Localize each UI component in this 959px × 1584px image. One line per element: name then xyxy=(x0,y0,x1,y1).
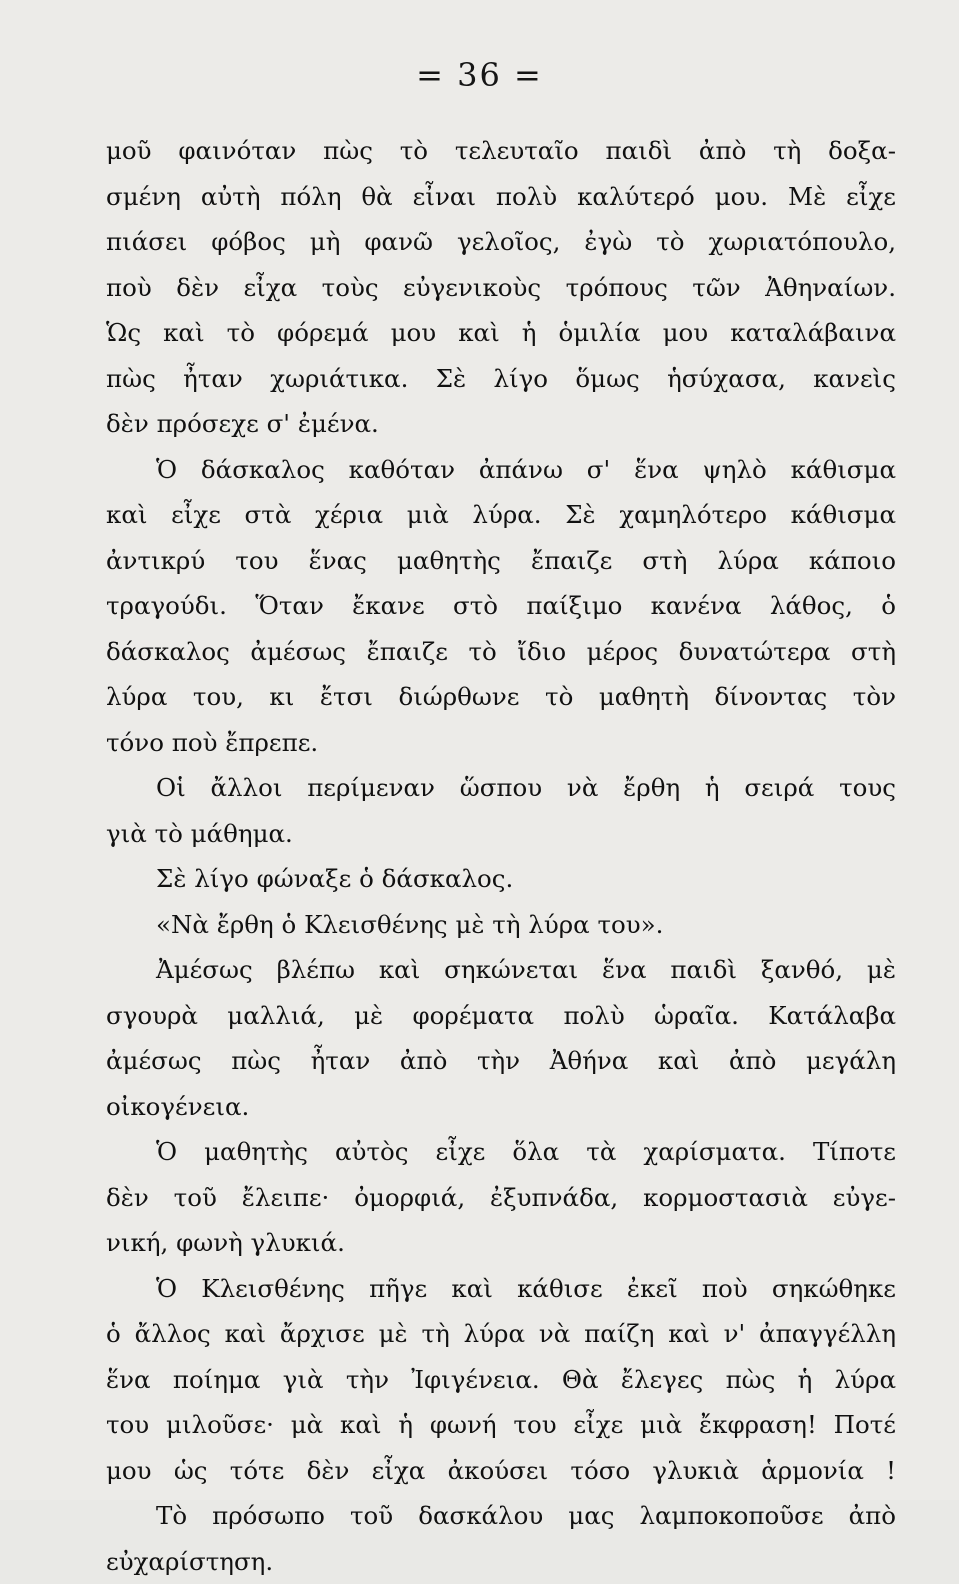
text-line: Ὁ Κλεισθένης πῆγε καὶ κάθισε ἐκεῖ ποὺ σηκώθηκε xyxy=(106,1266,896,1312)
text-line: ἕνα ποίημα γιὰ τὴν Ἰφιγένεια. Θὰ ἔλεγες πὼς ἡ λύρα xyxy=(106,1357,896,1403)
page-number: = 36 = xyxy=(0,56,959,94)
text-line: δάσκαλος ἀμέσως ἔπαιζε τὸ ἴδιο μέρος δυνατώτερα στὴ xyxy=(106,629,896,675)
text-line: τραγούδι. Ὅταν ἔκανε στὸ παίξιμο κανένα λάθος, ὁ xyxy=(106,583,896,629)
text-line: ποὺ δὲν εἶχα τοὺς εὐγενικοὺς τρόπους τῶν Ἀθηναίων. xyxy=(106,265,896,311)
text-line: πιάσει φόβος μὴ φανῶ γελοῖος, ἐγὼ τὸ χωριατόπουλο, xyxy=(106,219,896,265)
text-line: δὲν τοῦ ἔλειπε· ὀμορφιά, ἐξυπνάδα, κορμοστασιὰ εὐγε- xyxy=(106,1175,896,1221)
text-line: του μιλοῦσε· μὰ καὶ ἡ φωνή του εἶχε μιὰ ἔκφραση! Ποτέ xyxy=(106,1402,896,1448)
text-line: Ὁ δάσκαλος καθόταν ἀπάνω σ' ἕνα ψηλὸ κάθισμα xyxy=(106,447,896,493)
text-line: μοῦ φαινόταν πὼς τὸ τελευταῖο παιδὶ ἀπὸ τὴ δοξα- xyxy=(106,128,896,174)
text-line: ἀμέσως πὼς ἦταν ἀπὸ τὴν Ἀθήνα καὶ ἀπὸ μεγάλη xyxy=(106,1038,896,1084)
text-line: γιὰ τὸ μάθημα. xyxy=(106,811,896,857)
text-line: σμένη αὐτὴ πόλη θὰ εἶναι πολὺ καλύτερό μου. Μὲ εἶχε xyxy=(106,174,896,220)
text-line: ἀντικρύ του ἕνας μαθητὴς ἔπαιζε στὴ λύρα κάποιο xyxy=(106,538,896,584)
text-line: δὲν πρόσεχε σ' ἐμένα. xyxy=(106,401,896,447)
text-line: Τὸ πρόσωπο τοῦ δασκάλου μας λαμποκοποῦσε ἀπὸ xyxy=(106,1493,896,1539)
text-line: τόνο ποὺ ἔπρεπε. xyxy=(106,720,896,766)
text-line: Ὁ μαθητὴς αὐτὸς εἶχε ὅλα τὰ χαρίσματα. Τίποτε xyxy=(106,1129,896,1175)
text-line: οἰκογένεια. xyxy=(106,1084,896,1130)
text-line: καὶ εἶχε στὰ χέρια μιὰ λύρα. Σὲ χαμηλότερο κάθισμα xyxy=(106,492,896,538)
text-line: Ὡς καὶ τὸ φόρεμά μου καὶ ἡ ὁμιλία μου καταλάβαινα xyxy=(106,310,896,356)
text-line: Οἱ ἄλλοι περίμεναν ὥσπου νὰ ἔρθη ἡ σειρά τους xyxy=(106,765,896,811)
page-text xyxy=(106,128,896,1584)
text-line: «Νὰ ἔρθη ὁ Κλεισθένης μὲ τὴ λύρα του». xyxy=(106,902,896,948)
text-line: λύρα του, κι ἔτσι διώρθωνε τὸ μαθητὴ δίνοντας τὸν xyxy=(106,674,896,720)
text-line: ὁ ἄλλος καὶ ἄρχισε μὲ τὴ λύρα νὰ παίζη καὶ ν' ἀπαγγέλλη xyxy=(106,1311,896,1357)
text-line: Σὲ λίγο φώναξε ὁ δάσκαλος. xyxy=(106,856,896,902)
text-line: πὼς ἦταν χωριάτικα. Σὲ λίγο ὅμως ἡσύχασα, κανεὶς xyxy=(106,356,896,402)
text-line: σγουρὰ μαλλιά, μὲ φορέματα πολὺ ὡραῖα. Κατάλαβα xyxy=(106,993,896,1039)
text-line: εὐχαρίστηση. xyxy=(106,1539,896,1584)
text-line: Ἀμέσως βλέπω καὶ σηκώνεται ἕνα παιδὶ ξανθό, μὲ xyxy=(106,947,896,993)
text-line: νική, φωνὴ γλυκιά. xyxy=(106,1220,896,1266)
text-line: μου ὡς τότε δὲν εἶχα ἀκούσει τόσο γλυκιὰ ἁρμονία ! xyxy=(106,1448,896,1494)
